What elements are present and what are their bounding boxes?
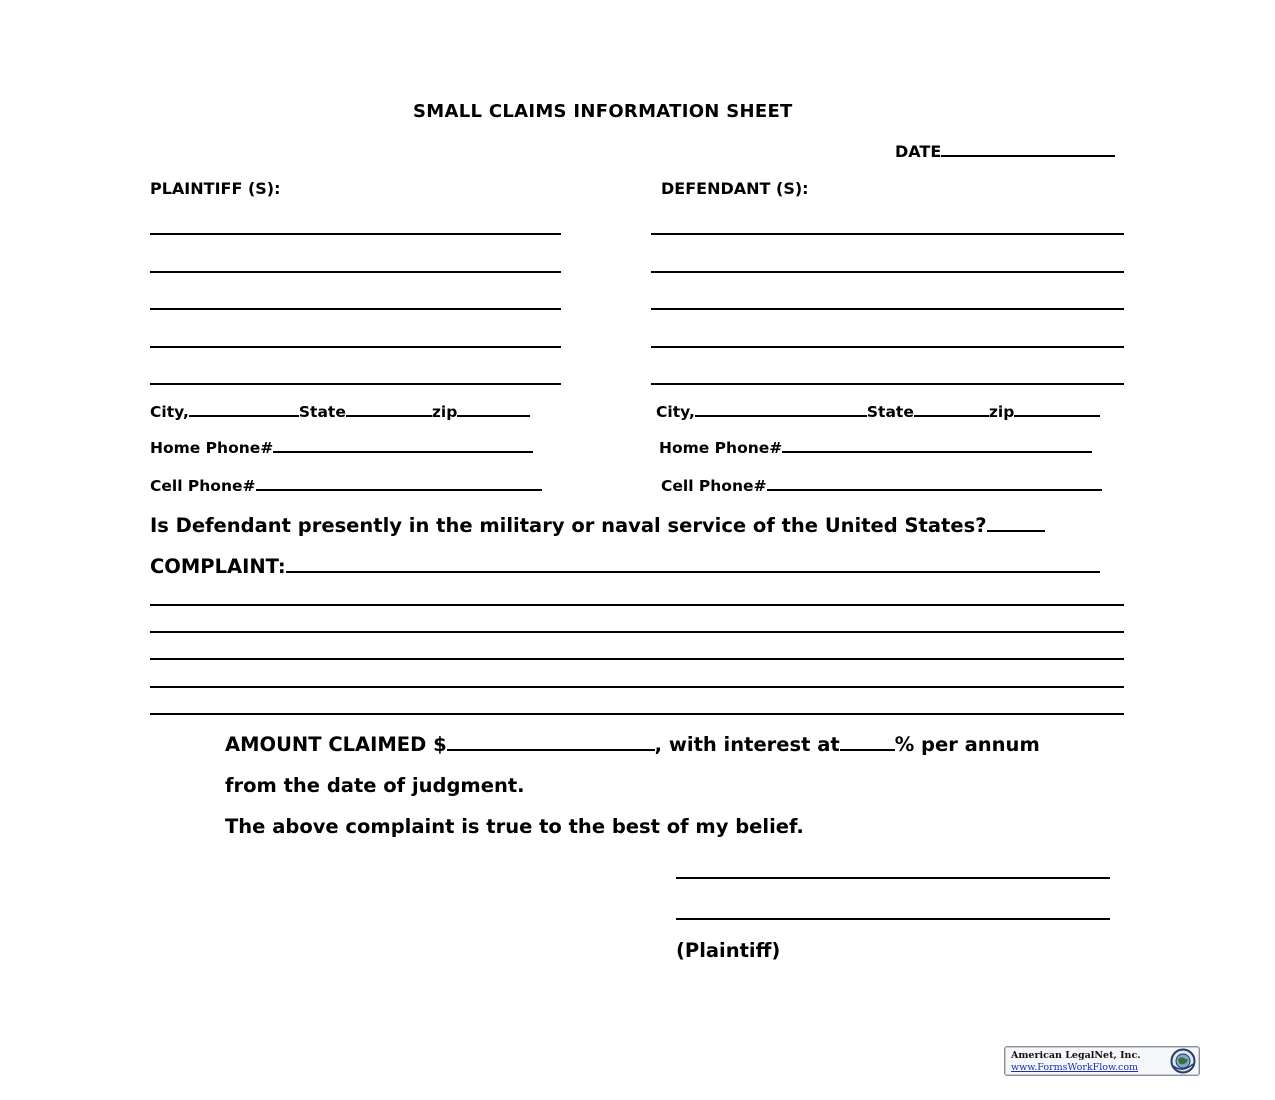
defendant-line-2[interactable] (651, 271, 1124, 273)
date-label: DATE (895, 142, 942, 161)
complaint-line-3[interactable] (150, 631, 1124, 633)
defendant-zip-field[interactable] (1014, 415, 1100, 417)
plaintiff-cell-phone-row (150, 477, 542, 495)
plaintiff-address-row (150, 403, 530, 421)
amount-field[interactable] (447, 749, 655, 751)
defendant-cell-phone-field[interactable] (767, 489, 1102, 491)
defendant-line-3[interactable] (651, 308, 1124, 310)
defendant-home-phone-field[interactable] (782, 451, 1092, 453)
date-field[interactable] (941, 155, 1115, 157)
complaint-label: COMPLAINT: (150, 555, 286, 578)
belief-statement: The above complaint is true to the best of my belief. (225, 815, 804, 838)
amount-suffix: % per annum (894, 733, 1040, 756)
amount-prefix: AMOUNT CLAIMED $ (225, 733, 447, 756)
judgment-date-text: from the date of judgment. (225, 774, 525, 797)
plaintiff-state-field[interactable] (346, 415, 432, 417)
plaintiff-cell-phone-field[interactable] (256, 489, 542, 491)
defendant-home-phone-row (659, 439, 1092, 457)
defendant-heading: DEFENDANT (S): (661, 179, 809, 198)
plaintiff-cell-phone-label: Cell Phone# (150, 477, 256, 495)
plaintiff-home-phone-field[interactable] (273, 451, 533, 453)
military-question-row (150, 514, 1045, 537)
complaint-line-5[interactable] (150, 686, 1124, 688)
plaintiff-zip-field[interactable] (457, 415, 530, 417)
defendant-city-field[interactable] (695, 415, 867, 417)
defendant-line-1[interactable] (651, 233, 1124, 235)
plaintiff-line-4[interactable] (150, 346, 561, 348)
amount-claimed-row (225, 733, 1040, 756)
complaint-field-first[interactable] (286, 571, 1100, 573)
plaintiff-zip-label: zip (431, 403, 458, 421)
badge-company: American LegalNet, Inc. (1011, 1050, 1141, 1061)
defendant-address-row (656, 403, 1100, 421)
defendant-cell-phone-label: Cell Phone# (661, 477, 767, 495)
complaint-line-6[interactable] (150, 713, 1124, 715)
complaint-line-2[interactable] (150, 604, 1124, 606)
defendant-line-5[interactable] (651, 383, 1124, 385)
defendant-state-field[interactable] (914, 415, 989, 417)
plaintiff-line-5[interactable] (150, 383, 561, 385)
plaintiff-state-label: State (298, 403, 346, 421)
defendant-line-4[interactable] (651, 346, 1124, 348)
plaintiff-line-2[interactable] (150, 271, 561, 273)
plaintiff-line-3[interactable] (150, 308, 561, 310)
signature-line-1[interactable] (676, 877, 1110, 879)
signature-line-2[interactable] (676, 918, 1110, 920)
date-row (895, 142, 1115, 161)
plaintiff-city-label: City, (150, 403, 189, 421)
footer-badge[interactable] (1004, 1046, 1200, 1076)
plaintiff-city-field[interactable] (189, 415, 299, 417)
plaintiff-heading: PLAINTIFF (S): (150, 179, 281, 198)
defendant-cell-phone-row (661, 477, 1102, 495)
plaintiff-home-phone-row (150, 439, 533, 457)
interest-rate-field[interactable] (840, 749, 895, 751)
page-title: SMALL CLAIMS INFORMATION SHEET (413, 101, 793, 122)
plaintiff-home-phone-label: Home Phone# (150, 439, 274, 457)
defendant-state-label: State (866, 403, 914, 421)
complaint-row (150, 555, 1100, 578)
military-question-text: Is Defendant presently in the military or naval service of the United States? (150, 514, 987, 537)
globe-icon (1170, 1048, 1196, 1074)
signature-caption: (Plaintiff) (676, 939, 781, 962)
badge-url-link[interactable]: www.FormsWorkFlow.com (1011, 1062, 1139, 1073)
military-answer-field[interactable] (987, 530, 1045, 532)
complaint-line-4[interactable] (150, 658, 1124, 660)
defendant-home-phone-label: Home Phone# (659, 439, 783, 457)
defendant-city-label: City, (656, 403, 695, 421)
amount-middle: , with interest at (654, 733, 840, 756)
defendant-zip-label: zip (988, 403, 1015, 421)
plaintiff-line-1[interactable] (150, 233, 561, 235)
